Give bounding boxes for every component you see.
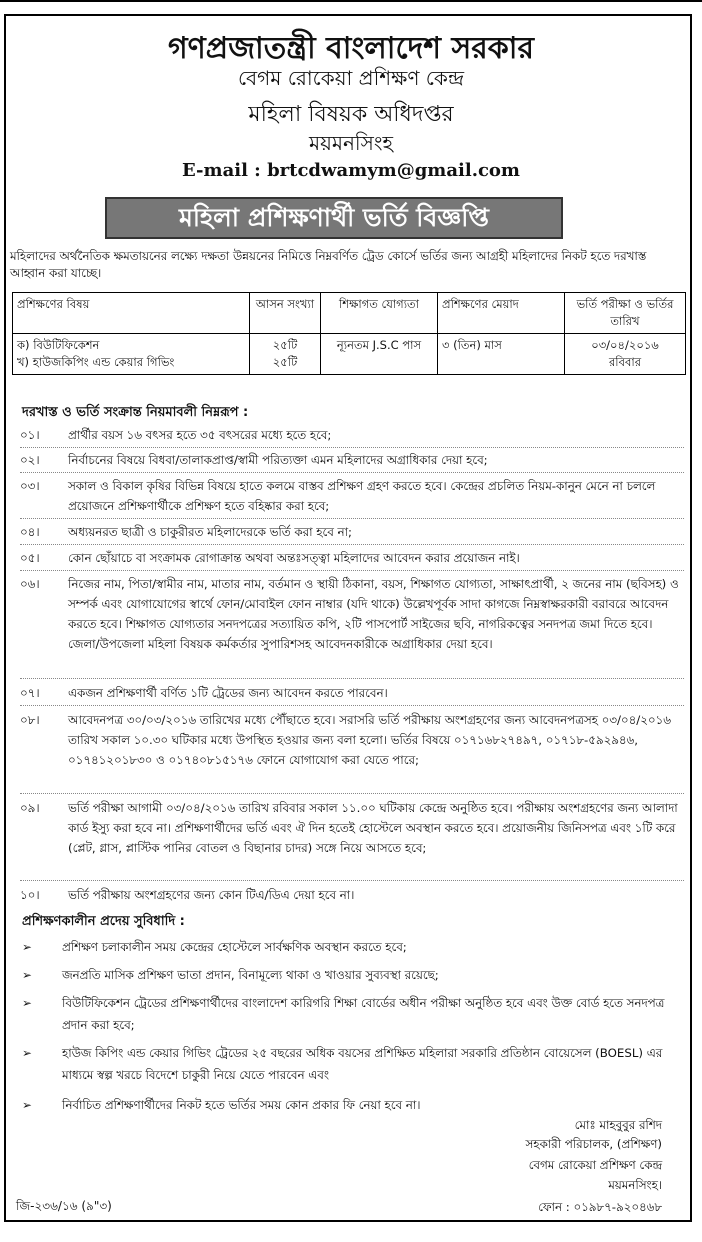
signatory-organization: বেগম রোকেয়া প্রশিক্ষণ কেন্দ্র [528, 1158, 662, 1172]
divider [20, 472, 684, 473]
divider [20, 705, 684, 706]
center-name: বেগম রোকেয়া প্রশিক্ষণ কেন্দ্র [237, 66, 465, 90]
rule-item [20, 522, 684, 542]
arrow-bullet-icon: ➢ [22, 1046, 32, 1060]
divider [20, 678, 684, 679]
rule-text: প্রার্থীর বয়স ১৬ বৎসর হতে ৩৫ বৎসরের মধ্যে হতে হবে; [68, 428, 332, 442]
divider [20, 518, 684, 519]
header-subject: প্রশিক্ষণের বিষয় [13, 293, 250, 334]
rule-text: আবেদনপত্র ৩০/০৩/২০১৬ তারিখের মধ্যে পৌঁছাতে হবে। সরাসরি ভর্তি পরীক্ষায় অংশগ্রহণের জন্য আবেদনপত্রসহ ০৩/০৪/২০১৬ তারিখ সকাল ১০.৩০ ঘটিকার মধ্যে উপস্থিত হওয়ার জন্য বলা হলো। ভর্তির বিষয়ে ০১৭১৬৮২৭৪৯৭, ০১৭১৮-৫৯২৯৪৬, ০১৭৪১২০১৮৩০ ও ০১৭৪০৮১৫১৭৬ ফোনে যোগাযোগ করা যেতে পারে; [68, 713, 671, 767]
rule-number: ০২। [20, 453, 40, 467]
rule-item [20, 548, 684, 568]
exam-day: রবিবার [608, 355, 642, 369]
notice-banner: মহিলা প্রশিক্ষণার্থী ভর্তি বিজ্ঞপ্তি [105, 197, 563, 239]
table-row [13, 334, 686, 375]
benefit-item [22, 992, 684, 1036]
rule-text: ভর্তি পরীক্ষা আগামী ০৩/০৪/২০১৬ তারিখ রবিবার সকাল ১১.০০ ঘটিকায় কেন্দ্রে অনুষ্ঠিত হবে। পরীক্ষায় অংশগ্রহণের জন্য আলাদা কার্ড ইস্যু করা হবে না। প্রশিক্ষণার্থীদের ভর্তি এবং ঐ দিন হতেই হোস্টেলে অবস্থান করতে হবে। প্রয়োজনীয় জিনিসপত্র এবং ১টি করে (প্লেট, গ্লাস, প্লাস্টিক পানির বোতল ও বিছানার চাদর) সঙ্গে নিয়ে আসতে হবে; [68, 801, 678, 855]
header-seats: আসন সংখ্যা [250, 293, 321, 334]
rule-item [20, 425, 684, 445]
benefit-text: জনপ্রতি মাসিক প্রশিক্ষণ ভাতা প্রদান, বিনামূল্যে থাকা ও খাওয়ার সুব্যবস্থা রয়েছে; [62, 968, 439, 982]
qualification-cell: ন্যূনতম J.S.C পাস [321, 334, 438, 375]
header-exam-date: ভর্তি পরীক্ষা ও ভর্তির তারিখ [565, 293, 686, 334]
rule-number: ০৭। [20, 686, 40, 700]
rule-item [20, 798, 684, 858]
header-duration: প্রশিক্ষণের মেয়াদ [438, 293, 565, 334]
intro-paragraph: মহিলাদের অর্থনৈতিক ক্ষমতায়নের লক্ষ্যে দক্ষতা উন্নয়নের নিমিত্তে নিম্নবর্ণিত ট্রেড কোর্সে ভর্তির জন্য আগ্রহী মহিলাদের নিকট হতে দরখাস্ত আহ্বান করা যাচ্ছে। [10, 249, 647, 280]
seats-housekeeping: ২৫টি [272, 355, 298, 369]
divider [20, 544, 684, 545]
rule-number: ০৪। [20, 525, 40, 539]
arrow-bullet-icon: ➢ [22, 1098, 32, 1112]
contact-phone: ফোন : ০১৯৮৭-৯২০৪৬৮ [538, 1200, 662, 1214]
duration-cell: ৩ (তিন) মাস [438, 334, 565, 375]
benefit-item [22, 1094, 684, 1116]
exam-date: ০৩/০৪/২০১৬ [591, 338, 659, 352]
rule-number: ০১। [20, 428, 40, 442]
rule-item [20, 710, 684, 770]
course-beautification: ক) বিউটিফিকেশন [17, 338, 100, 352]
signatory-name: মোঃ মাহবুবুর রশিদ [574, 1118, 662, 1132]
rule-text: সকাল ও বিকাল কৃষির বিভিন্ন বিষয়ে হাতে কলমে বাস্তব প্রশিক্ষণ গ্রহণ করতে হবে। কেন্দ্রের প্রচলিত নিয়ম-কানুন মেনে না চললে প্রয়োজনে প্রশিক্ষণার্থীকে প্রশিক্ষণ হতে বহিষ্কার করা হবে; [68, 479, 656, 513]
rule-item [20, 683, 684, 703]
signatory-designation: সহকারী পরিচালক, (প্রশিক্ষণ) [525, 1137, 662, 1151]
signatory-place: ময়মনসিংহ। [608, 1178, 662, 1192]
course-list [13, 334, 250, 375]
rule-text: নির্বাচনের বিষয়ে বিধবা/তালাকপ্রাপ্ত/স্বামী পরিত্যক্তা এমন মহিলাদের অগ্রাধিকার দেয়া হবে; [68, 453, 488, 467]
rule-item [20, 885, 684, 905]
location-name: ময়মনসিংহ [309, 131, 393, 155]
rule-text: কোন ছোঁয়াচে বা সংক্রামক রোগাক্রান্ত অথবা অন্তঃসত্ত্বা মহিলাদের আবেদন করার প্রয়োজন নাই। [68, 551, 520, 565]
rules-title: দরখাস্ত ও ভর্তি সংক্রান্ত নিয়মাবলী নিম্নরূপ : [22, 405, 249, 420]
divider [20, 793, 684, 794]
reference-number: জি-২৩৬/১৬ (৯"৩) [16, 1199, 112, 1213]
benefit-item [22, 1042, 684, 1086]
benefit-item [22, 964, 684, 986]
top-border [0, 0, 702, 6]
rule-number: ০৮। [20, 713, 40, 727]
divider [20, 570, 684, 571]
benefits-title: প্রশিক্ষণকালীন প্রদেয় সুবিধাদি : [22, 914, 185, 929]
rule-text: ভর্তি পরীক্ষায় অংশগ্রহণের জন্য কোন টিএ/ডিএ দেয়া হবে না। [68, 888, 355, 902]
arrow-bullet-icon: ➢ [22, 968, 32, 982]
benefit-text: হাউজ কিপিং এন্ড কেয়ার গিভিং ট্রেডের ২৫ বছরের অধিক বয়সের প্রশিক্ষিত মহিলারা সরকারি প্রতিষ্ঠান বোয়েসেল (BOESL) এর মাধ্যমে স্বল্প খরচে বিদেশে চাকুরী নিয়ে যেতে পারবেন এবং [62, 1046, 663, 1082]
benefit-item [22, 936, 684, 958]
benefit-text: বিউটিফিকেশন ট্রেডের প্রশিক্ষণার্থীদের বাংলাদেশ কারিগরি শিক্ষা বোর্ডের অধীন পরীক্ষা অনুষ্ঠিত হবে এবং উক্ত বোর্ড হতে সনদপত্র প্রদান করা হবে; [62, 996, 665, 1032]
seats-beautification: ২৫টি [272, 338, 298, 352]
arrow-bullet-icon: ➢ [22, 996, 32, 1010]
table-header-row [13, 293, 686, 334]
rule-text: একজন প্রশিক্ষণার্থী বর্ণিত ১টি ট্রেডের জন্য আবেদন করতে পারবেন। [68, 686, 388, 700]
divider [20, 447, 684, 448]
rule-item [20, 450, 684, 470]
rule-number: ০৫। [20, 551, 40, 565]
rule-number: ১০। [20, 888, 40, 902]
department-name: মহিলা বিষয়ক অধিদপ্তর [248, 102, 454, 127]
benefit-text: নির্বাচিত প্রশিক্ষণার্থীদের নিকট হতে ভর্তির সময় কোন প্রকার ফি নেয়া হবে না। [62, 1098, 421, 1112]
divider [20, 880, 684, 881]
government-title: গণপ্রজাতন্ত্রী বাংলাদেশ সরকার [168, 31, 534, 66]
rule-item [20, 574, 684, 654]
header-qualification: শিক্ষাগত যোগ্যতা [321, 293, 438, 334]
benefit-text: প্রশিক্ষণ চলাকালীন সময় কেন্দ্রের হোস্টেলে সার্বক্ষণিক অবস্থান করতে হবে; [62, 940, 407, 954]
rule-number: ০৯। [20, 801, 40, 815]
rule-item [20, 476, 684, 516]
seat-list [250, 334, 321, 375]
rule-text: নিজের নাম, পিতা/স্বামীর নাম, মাতার নাম, বর্তমান ও স্থায়ী ঠিকানা, বয়স, শিক্ষাগত যোগ্যতা, সাক্ষাৎপ্রার্থী, ২ জনের নাম (ছবিসহ) ও সম্পর্ক এবং যোগাযোগের স্বার্থে ফোন/মোবাইল ফোন নাম্বার (যদি থাকে) উল্লেখপূর্বক সাদা কাগজে নিম্নস্বাক্ষরকারী বরাবরে আবেদন করতে হবে। শিক্ষাগত যোগ্যতার সনদপত্রের সত্যায়িত কপি, ২টি পাসপোর্ট সাইজের ছবি, নাগরিকত্বের সনদপত্র জমা দিতে হবে। জেলা/উপজেলা মহিলা বিষয়ক কর্মকর্তার সুপারিশসহ আবেদনকারীকে অগ্রাধিকার দেয়া হবে। [68, 577, 679, 651]
rule-number: ০৬। [20, 577, 40, 591]
course-table [12, 292, 686, 375]
arrow-bullet-icon: ➢ [22, 940, 32, 954]
exam-date-cell [565, 334, 686, 375]
email-address: E-mail : brtcdwamym@gmail.com [182, 160, 520, 181]
course-housekeeping: খ) হাউজকিপিং এন্ড কেয়ার গিভিং [17, 355, 175, 369]
rule-text: অধ্যয়নরত ছাত্রী ও চাকুরীরত মহিলাদেরকে ভর্তি করা হবে না; [68, 525, 352, 539]
rule-number: ০৩। [20, 479, 40, 493]
